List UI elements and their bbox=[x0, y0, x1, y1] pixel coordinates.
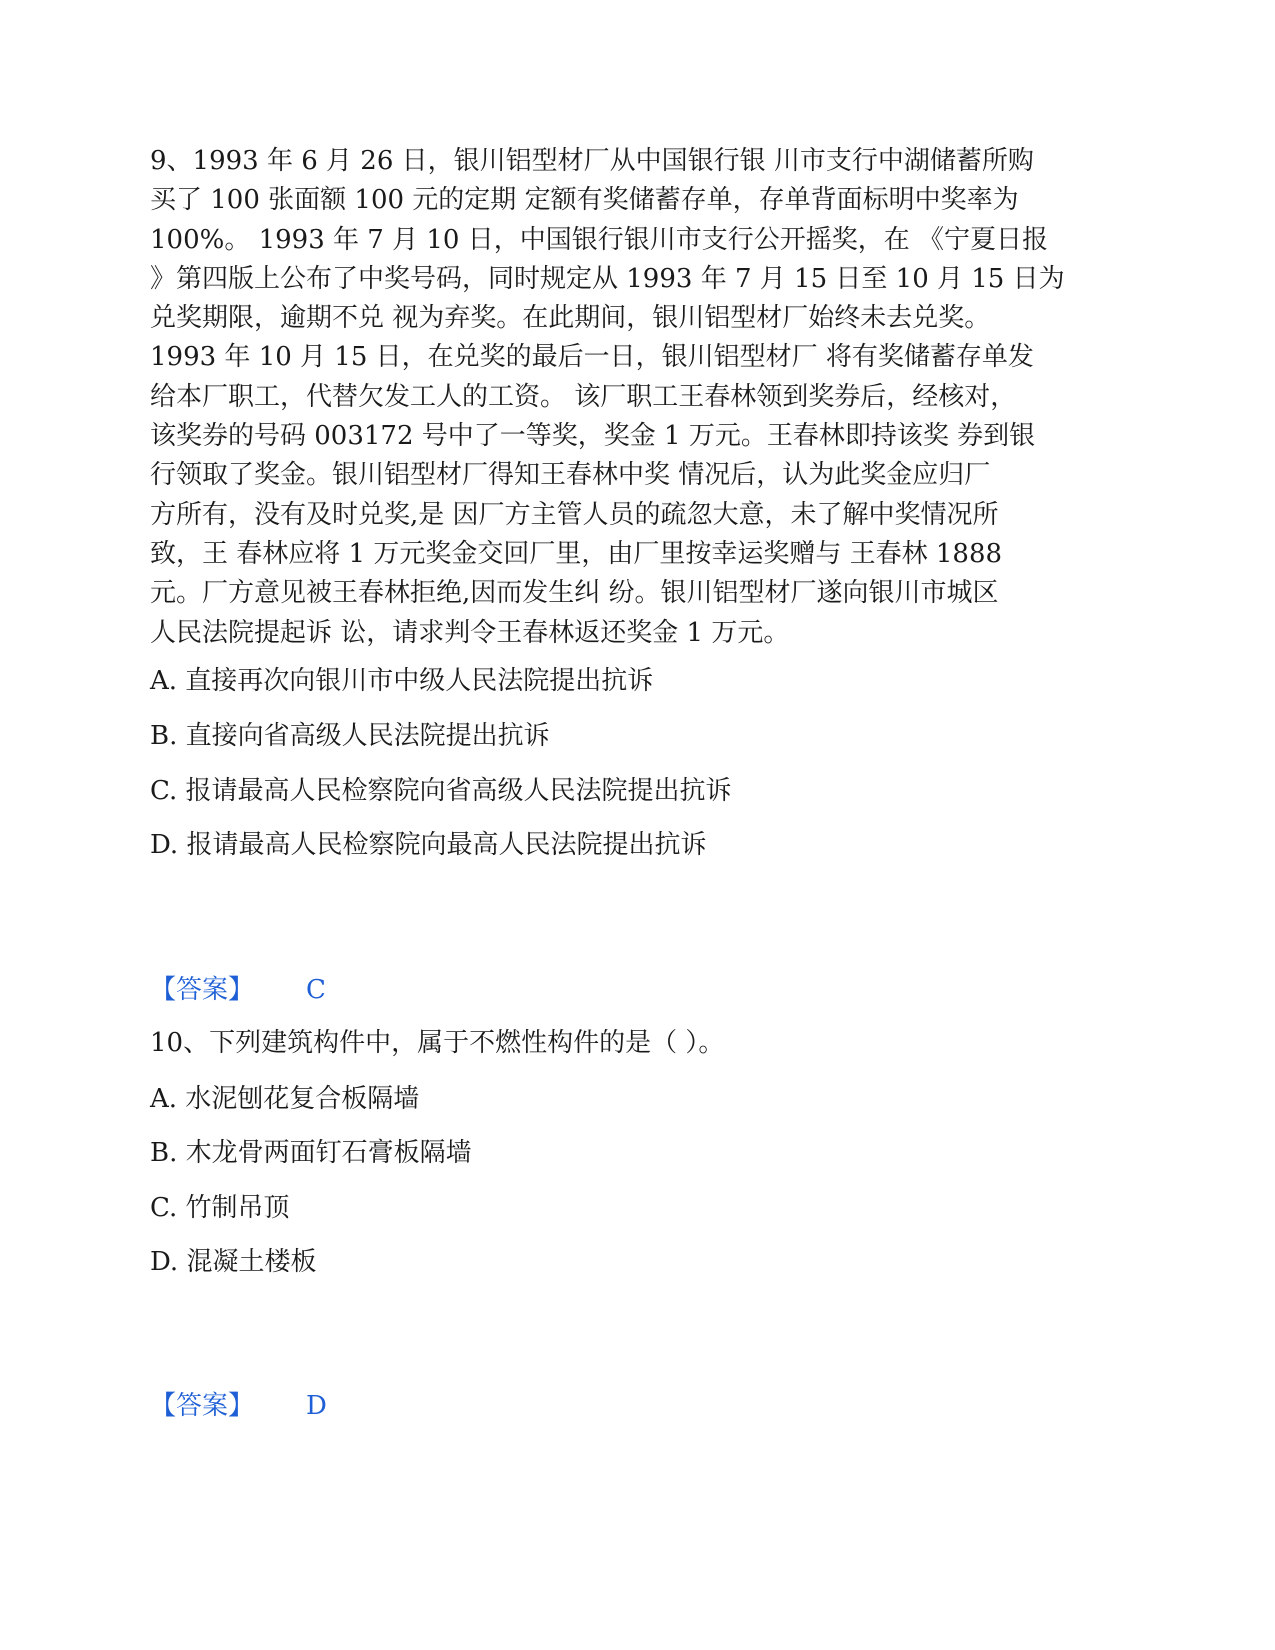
question-9-option-b: B. 直接向省高级人民法院提出抗诉 bbox=[150, 721, 550, 751]
question-9-option-c: C. 报请最高人民检察院向省高级人民法院提出抗诉 bbox=[150, 776, 732, 806]
question-9-line: 给本厂职工，代替欠发工人的工资。 该厂职工王春林领到奖券后，经核对， bbox=[150, 381, 1017, 412]
question-9-line: 行领取了奖金。银川铝型材厂得知王春林中奖 情况后，认为此奖金应归厂 bbox=[150, 460, 991, 491]
question-9-answer bbox=[150, 974, 326, 1006]
question-9-line: 9、1993 年 6 月 26 日，银川铝型材厂从中国银行银 川市支行中湖储蓄所购 bbox=[150, 146, 1034, 176]
question-10-option-a: A. 水泥刨花复合板隔墙 bbox=[150, 1084, 420, 1114]
question-9-line: 1993 年 10 月 15 日，在兑奖的最后一日，银川铝型材厂 将有奖储蓄存单发 bbox=[150, 342, 1034, 373]
answer-value: C bbox=[306, 975, 326, 1005]
question-9-stem bbox=[150, 142, 1125, 653]
question-9-line: 兑奖期限，逾期不兑 视为弃奖。在此期间，银川铝型材厂始终未去兑奖。 bbox=[150, 303, 991, 334]
question-10-answer bbox=[150, 1390, 327, 1422]
question-9-line: 元。厂方意见被王春林拒绝,因而发生纠 纷。银川铝型材厂遂向银川市城区 bbox=[150, 578, 999, 609]
question-10-option-d: D. 混凝土楼板 bbox=[150, 1247, 317, 1277]
question-9-line: 人民法院提起诉 讼，请求判令王春林返还奖金 1 万元。 bbox=[150, 617, 790, 648]
question-9-line: 》第四版上公布了中奖号码，同时规定从 1993 年 7 月 15 日至 10 月 15 日为 bbox=[150, 263, 1065, 294]
answer-value: D bbox=[306, 1391, 327, 1421]
question-9-option-d: D. 报请最高人民检察院向最高人民法院提出抗诉 bbox=[150, 830, 707, 860]
question-9-line: 买了 100 张面额 100 元的定期 定额有奖储蓄存单，存单背面标明中奖率为 bbox=[150, 185, 1019, 216]
question-10-stem bbox=[150, 1024, 1125, 1063]
question-9-line: 致，王 春林应将 1 万元奖金交回厂里，由厂里按幸运奖赠与 王春林 1888 bbox=[150, 538, 1003, 569]
question-10-option-c: C. 竹制吊顶 bbox=[150, 1193, 290, 1223]
question-9-line: 方所有，没有及时兑奖,是 因厂方主管人员的疏忽大意，未了解中奖情况所 bbox=[150, 499, 999, 530]
question-9-option-a: A. 直接再次向银川市中级人民法院提出抗诉 bbox=[150, 666, 654, 696]
question-10-option-b: B. 木龙骨两面钉石膏板隔墙 bbox=[150, 1138, 472, 1168]
question-10-line: 10、下列建筑构件中，属于不燃性构件的是（ ）。 bbox=[150, 1028, 725, 1058]
question-9-line: 100%。 1993 年 7 月 10 日，中国银行银川市支行公开摇奖，在 《宁夏日报 bbox=[150, 224, 1048, 255]
answer-label: 【答案】 bbox=[150, 1391, 255, 1421]
question-9-line: 该奖券的号码 003172 号中了一等奖，奖金 1 万元。王春林即持该奖 券到银 bbox=[150, 421, 1036, 452]
answer-label: 【答案】 bbox=[150, 975, 255, 1005]
